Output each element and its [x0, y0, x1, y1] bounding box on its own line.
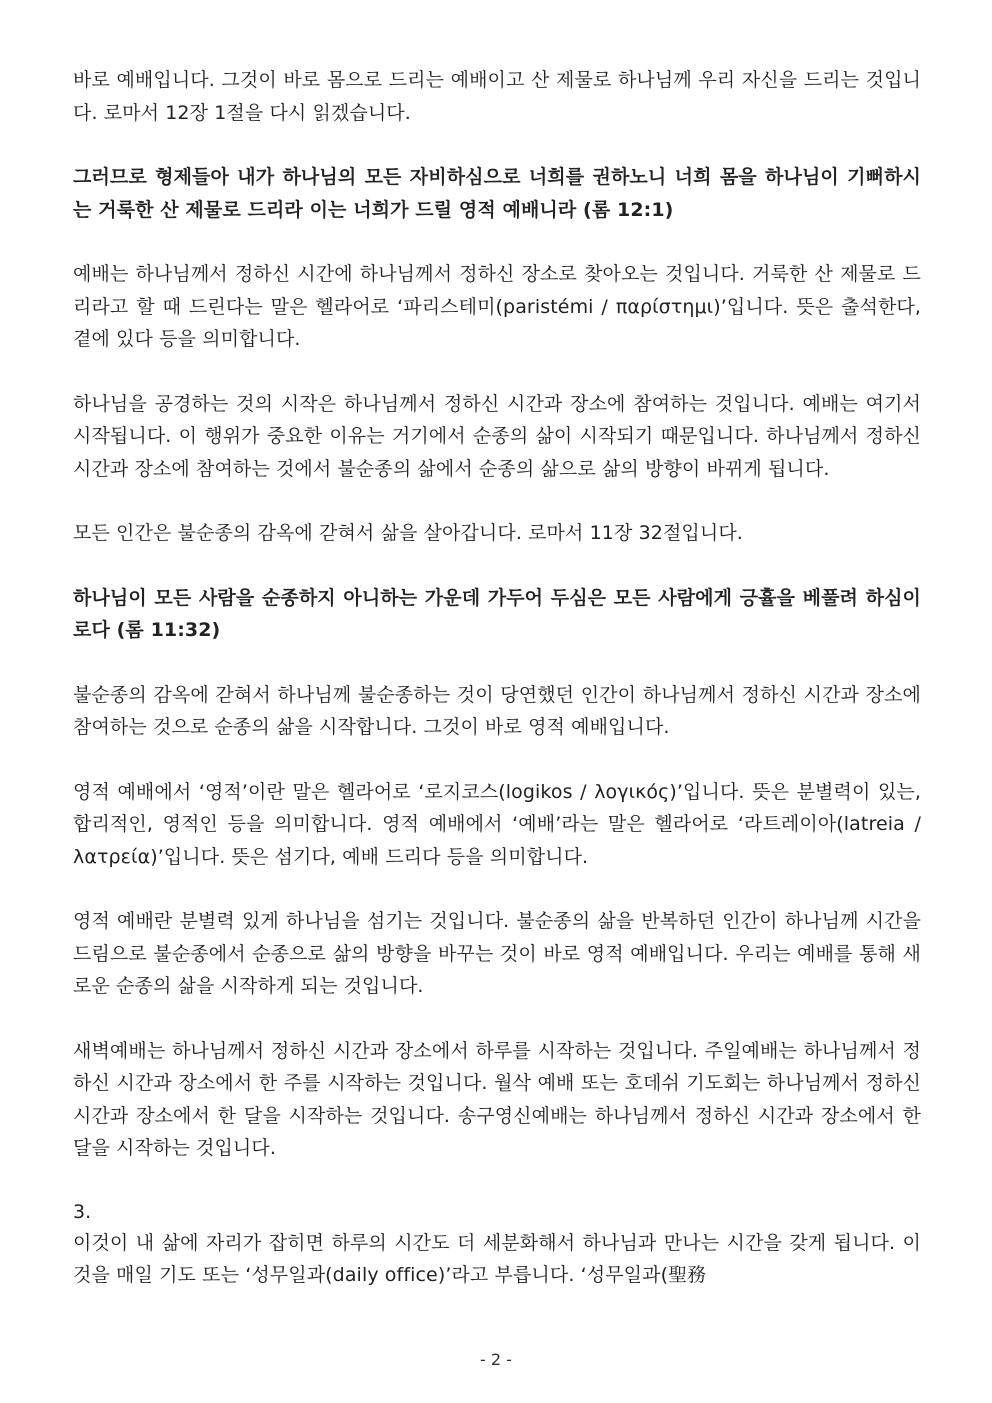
paragraph-final: 이것이 내 삶에 자리가 잡히면 하루의 시간도 더 세분화해서 하나님과 만나는 시간을 갖게 됩니다. 이것을 매일 기도 또는 ‘성무일과(daily office)’라고 부릅니다. ‘성무일과(聖務	[73, 1231, 921, 1286]
paragraph-3: 하나님을 공경하는 것의 시작은 하나님께서 정하신 시간과 장소에 참여하는 것입니다. 예배는 여기서 시작됩니다. 이 행위가 중요한 이유는 거기에서 순종의 삶이 시작되기 때문입니다. 하나님께서 정하신 시간과 장소에 참여하는 것에서 불순종의 삶에서 순종의 삶으로 삶의 방향이 바뀌게 됩니다.	[73, 392, 921, 480]
paragraph-2: 예배는 하나님께서 정하신 시간에 하나님께서 정하신 장소로 찾아오는 것입니다. 거룩한 산 제물로 드리라고 할 때 드린다는 말은 헬라어로 ‘파리스테미(paristémi / παρίστημι)’입니다. 뜻은 출석한다, 곁에 있다 등을 의미합니다.	[73, 263, 921, 350]
paragraph-8: 새벽예배는 하나님께서 정하신 시간과 장소에서 하루를 시작하는 것입니다. 주일예배는 하나님께서 정하신 시간과 장소에서 한 주를 시작하는 것입니다. 월삭 예배 또는 호데쉬 기도회는 하나님께서 정하신 시간과 장소에서 한 달을 시작하는 것입니다. 송구영신예배는 하나님께서 정하신 시간과 장소에서 한 달을 시작하는 것입니다.	[73, 1039, 921, 1159]
scripture-quote-romans-11-32: 하나님이 모든 사람을 순종하지 아니하는 가운데 가두어 두심은 모든 사람에게 긍휼을 베풀려 하심이로다 (롬 11:32)	[73, 586, 921, 641]
paragraph-1: 바로 예배입니다. 그것이 바로 몸으로 드리는 예배이고 산 제물로 하나님께 우리 자신을 드리는 것입니다. 로마서 12장 1절을 다시 읽겠습니다.	[73, 69, 921, 124]
paragraph-6: 영적 예배에서 ‘영적’이란 말은 헬라어로 ‘로지코스(logikos / λογικός)’입니다. 뜻은 분별력이 있는, 합리적인, 영적인 등을 의미합니다. 영적 예배에서 ‘예배’라는 말은 헬라어로 ‘라트레이아(latreia / λατρεία)’입니다. 뜻은 섬기다, 예배 드리다 등을 의미합니다.	[73, 780, 921, 868]
paragraph-5: 불순종의 감옥에 갇혀서 하나님께 불순종하는 것이 당연했던 인간이 하나님께서 정하신 시간과 장소에 참여하는 것으로 순종의 삶을 시작합니다. 그것이 바로 영적 예배입니다.	[73, 683, 921, 738]
scripture-quote-romans-12-1: 그러므로 형제들아 내가 하나님의 모든 자비하심으로 너희를 권하노니 너희 몸을 하나님이 기뻐하시는 거룩한 산 제물로 드리라 이는 너희가 드릴 영적 예배니라 (롬 12:1)	[73, 166, 921, 221]
document-body	[73, 64, 921, 1292]
paragraph-7: 영적 예배란 분별력 있게 하나님을 섬기는 것입니다. 불순종의 삶을 반복하던 인간이 하나님께 시간을 드림으로 불순종에서 순종으로 삶의 방향을 바꾸는 것이 바로 영적 예배입니다. 우리는 예배를 통해 새로운 순종의 삶을 시작하게 되는 것입니다.	[73, 910, 921, 997]
section-number: 3.	[73, 1200, 92, 1223]
page-number: - 2 -	[480, 1350, 512, 1369]
paragraph-4: 모든 인간은 불순종의 감옥에 갇혀서 삶을 살아갑니다. 로마서 11장 32절입니다.	[73, 522, 743, 544]
